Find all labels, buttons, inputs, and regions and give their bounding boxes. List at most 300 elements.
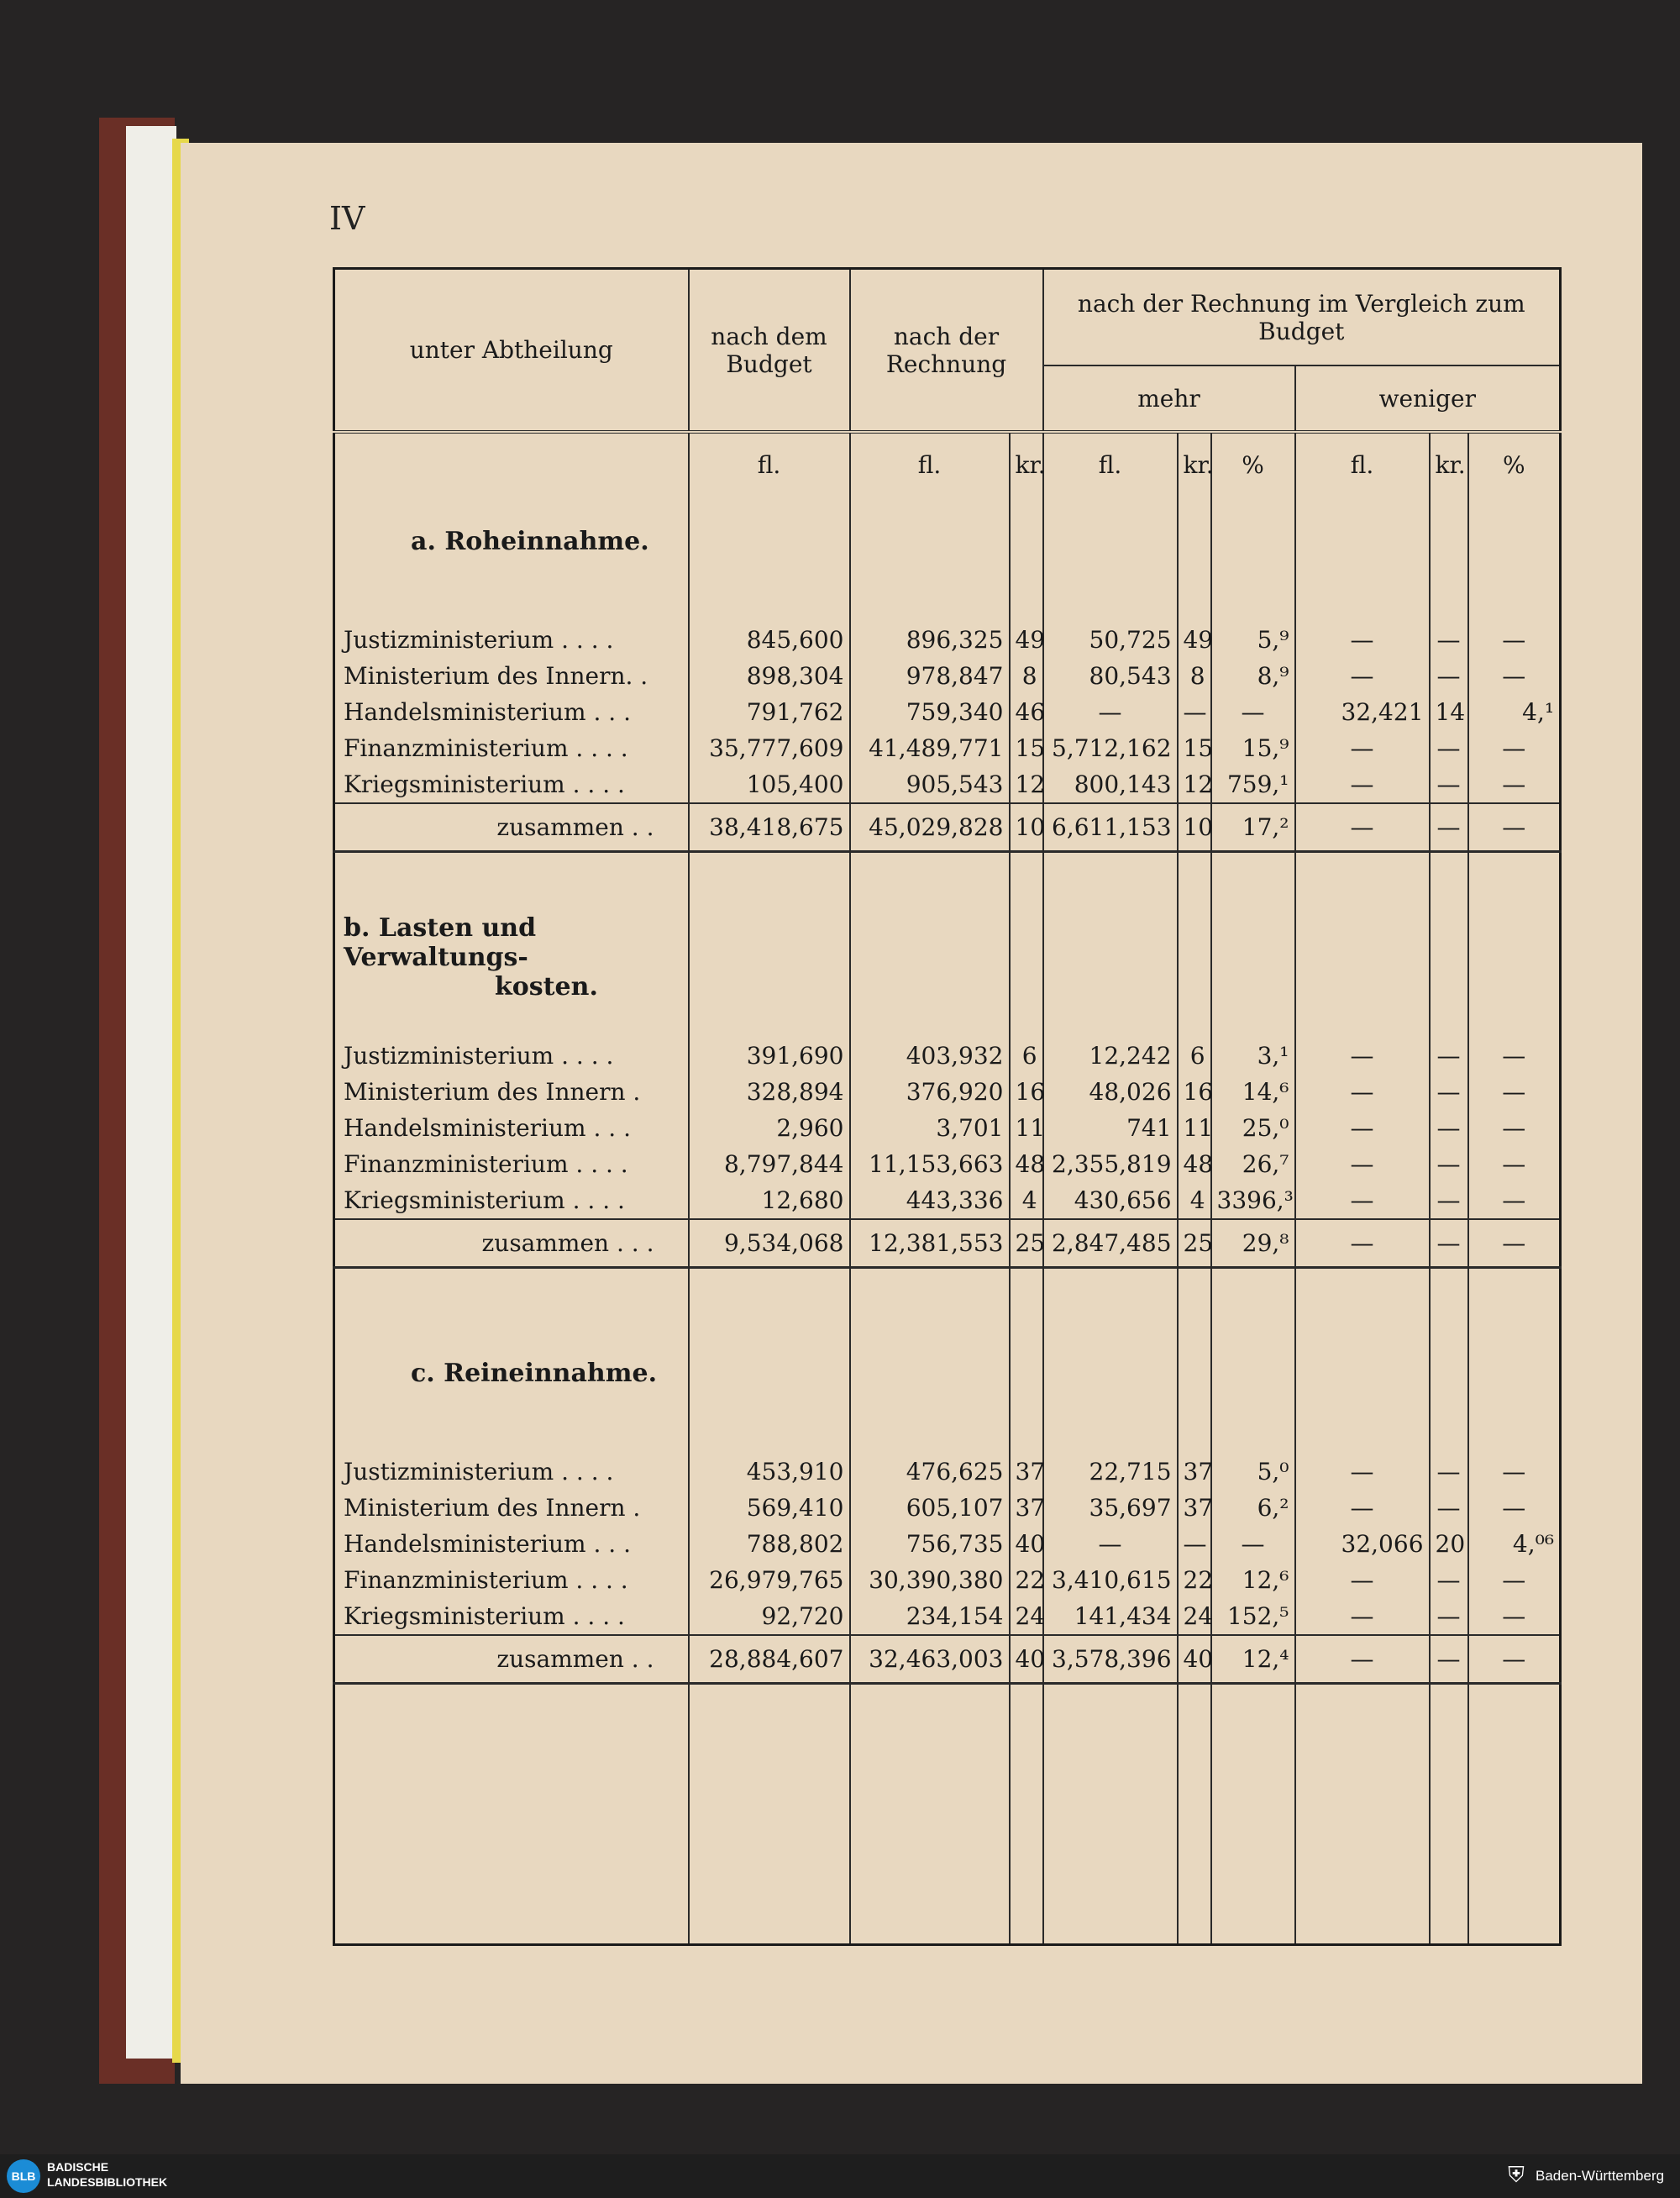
cell-rfl: 905,543 — [850, 766, 1010, 803]
empty-cell — [1211, 1328, 1295, 1420]
empty-cell — [1430, 1683, 1468, 1944]
cell-wfl: — — [1295, 1490, 1430, 1526]
section-gap — [334, 1267, 1561, 1328]
cell-mpc: 6,² — [1211, 1490, 1295, 1526]
cell-budget: 8,797,844 — [689, 1146, 850, 1182]
cell-wpc: 4,¹ — [1468, 694, 1561, 730]
gap-cell — [1295, 851, 1430, 912]
cell-mpc: 26,⁷ — [1211, 1146, 1295, 1182]
gap-cell — [850, 851, 1010, 912]
empty-cell — [1295, 1004, 1430, 1038]
table-row — [334, 1182, 1561, 1219]
empty-cell — [334, 1004, 689, 1038]
cell-mpc: 5,⁹ — [1211, 622, 1295, 658]
footer-bar — [0, 2154, 1680, 2198]
empty-cell — [1178, 912, 1211, 1004]
total-rkr: 40 — [1010, 1635, 1043, 1684]
row-label: Ministerium des Innern . — [334, 1074, 689, 1110]
empty-cell — [1468, 1328, 1561, 1420]
blb-name — [47, 2159, 167, 2190]
cell-rkr: 22 — [1010, 1562, 1043, 1598]
gap-cell — [1430, 851, 1468, 912]
total-mkr: 25 — [1178, 1219, 1211, 1268]
cell-budget: 12,680 — [689, 1182, 850, 1219]
total-wfl: — — [1295, 803, 1430, 852]
spacer-row — [334, 1004, 1561, 1038]
cell-wkr: — — [1430, 1598, 1468, 1635]
cell-mkr: 24 — [1178, 1598, 1211, 1635]
total-row — [334, 1219, 1561, 1268]
total-rfl: 45,029,828 — [850, 803, 1010, 852]
section-heading-row — [334, 496, 1561, 588]
cell-wkr: — — [1430, 730, 1468, 766]
cell-mpc: 152,⁵ — [1211, 1598, 1295, 1635]
cell-wkr: — — [1430, 658, 1468, 694]
cell-mkr: 8 — [1178, 658, 1211, 694]
empty-cell — [334, 588, 689, 622]
filler-row — [334, 1683, 1561, 1944]
cell-rfl: 759,340 — [850, 694, 1010, 730]
cell-mfl: — — [1043, 694, 1178, 730]
cell-mfl: 35,697 — [1043, 1490, 1178, 1526]
cell-rfl: 30,390,380 — [850, 1562, 1010, 1598]
unit-cell: kr. — [1178, 432, 1211, 496]
cell-rkr: 24 — [1010, 1598, 1043, 1635]
cell-mfl: 430,656 — [1043, 1182, 1178, 1219]
cell-mpc: 3,¹ — [1211, 1038, 1295, 1074]
empty-cell — [1211, 1420, 1295, 1454]
cell-budget: 2,960 — [689, 1110, 850, 1146]
blb-logo-icon: BLB — [7, 2159, 40, 2193]
cell-mkr: 12 — [1178, 766, 1211, 803]
empty-cell — [1211, 912, 1295, 1004]
gap-cell — [1043, 1267, 1178, 1328]
empty-cell — [1430, 912, 1468, 1004]
cell-mfl: 12,242 — [1043, 1038, 1178, 1074]
gap-cell — [1211, 1267, 1295, 1328]
empty-cell — [1043, 496, 1178, 588]
cell-mfl: 3,410,615 — [1043, 1562, 1178, 1598]
row-label: Kriegsministerium . . . . — [334, 766, 689, 803]
section-heading-row — [334, 1328, 1561, 1420]
page-number: IV — [329, 200, 365, 237]
table-row — [334, 1526, 1561, 1562]
total-rkr: 25 — [1010, 1219, 1043, 1268]
unit-cell: kr. — [1010, 432, 1043, 496]
empty-cell — [1430, 1328, 1468, 1420]
cell-mfl: 50,725 — [1043, 622, 1178, 658]
units-row — [334, 432, 1561, 496]
empty-cell — [850, 1683, 1010, 1944]
empty-cell — [689, 1420, 850, 1454]
total-budget: 28,884,607 — [689, 1635, 850, 1684]
total-wfl: — — [1295, 1635, 1430, 1684]
section-gap — [334, 851, 1561, 912]
cell-mfl: 22,715 — [1043, 1454, 1178, 1490]
total-mfl: 2,847,485 — [1043, 1219, 1178, 1268]
table-row — [334, 1110, 1561, 1146]
cell-mkr: 22 — [1178, 1562, 1211, 1598]
empty-cell — [850, 912, 1010, 1004]
cell-rkr: 16 — [1010, 1074, 1043, 1110]
cell-mkr: 4 — [1178, 1182, 1211, 1219]
cell-wfl: — — [1295, 1454, 1430, 1490]
cell-mpc: 3396,³ — [1211, 1182, 1295, 1219]
col-abtheilung: unter Abtheilung — [334, 269, 689, 433]
cell-wfl: — — [1295, 658, 1430, 694]
cell-rfl: 41,489,771 — [850, 730, 1010, 766]
unit-cell: kr. — [1430, 432, 1468, 496]
empty-cell — [1295, 1683, 1430, 1944]
empty-cell — [1468, 588, 1561, 622]
empty-cell — [1178, 1683, 1211, 1944]
gap-cell — [334, 1267, 689, 1328]
empty-cell — [1430, 496, 1468, 588]
cell-mpc: 759,¹ — [1211, 766, 1295, 803]
empty-cell — [334, 1683, 689, 1944]
cell-mkr: 37 — [1178, 1490, 1211, 1526]
empty-cell — [1178, 1328, 1211, 1420]
total-rfl: 32,463,003 — [850, 1635, 1010, 1684]
row-label: Finanzministerium . . . . — [334, 1562, 689, 1598]
cell-budget: 26,979,765 — [689, 1562, 850, 1598]
cell-wkr: — — [1430, 1074, 1468, 1110]
total-budget: 9,534,068 — [689, 1219, 850, 1268]
cell-wfl: — — [1295, 1598, 1430, 1635]
cell-mpc: 12,⁶ — [1211, 1562, 1295, 1598]
endpaper — [126, 126, 176, 2059]
cell-budget: 898,304 — [689, 658, 850, 694]
cell-wpc: — — [1468, 1038, 1561, 1074]
cell-mkr: 48 — [1178, 1146, 1211, 1182]
cell-rfl: 605,107 — [850, 1490, 1010, 1526]
empty-cell — [334, 1420, 689, 1454]
section-heading-text-2: kosten. — [495, 972, 598, 1002]
table-row — [334, 622, 1561, 658]
cell-wfl: — — [1295, 622, 1430, 658]
gap-cell — [1430, 1267, 1468, 1328]
cell-wpc: — — [1468, 1454, 1561, 1490]
section-heading-text: b. Lasten und Verwaltungs- — [344, 913, 537, 973]
total-budget: 38,418,675 — [689, 803, 850, 852]
cell-wkr: — — [1430, 1562, 1468, 1598]
gap-cell — [334, 851, 689, 912]
cell-wkr: — — [1430, 1454, 1468, 1490]
empty-cell — [1211, 1683, 1295, 1944]
empty-cell — [1010, 912, 1043, 1004]
table-row — [334, 658, 1561, 694]
section-heading — [334, 496, 689, 588]
empty-cell — [1178, 1004, 1211, 1038]
bw-coat-of-arms-icon: ⛨ — [1508, 2163, 1525, 2188]
row-label: Finanzministerium . . . . — [334, 1146, 689, 1182]
section-heading-row — [334, 912, 1561, 1004]
cell-mpc: 5,⁰ — [1211, 1454, 1295, 1490]
cell-mfl: 48,026 — [1043, 1074, 1178, 1110]
cell-mfl: 141,434 — [1043, 1598, 1178, 1635]
gap-cell — [1010, 851, 1043, 912]
empty-cell — [1178, 1420, 1211, 1454]
empty-cell — [1043, 1328, 1178, 1420]
cell-mpc: 14,⁶ — [1211, 1074, 1295, 1110]
empty-cell — [689, 588, 850, 622]
blb-name-line1: BADISCHE — [47, 2160, 109, 2174]
row-label: Handelsministerium . . . — [334, 1526, 689, 1562]
cell-budget: 788,802 — [689, 1526, 850, 1562]
section-heading-text: c. Reineinnahme. — [411, 1359, 658, 1389]
col-budget: nach dem Budget — [689, 269, 850, 433]
col-vergleich: nach der Rechnung im Vergleich zum Budget — [1043, 269, 1561, 366]
total-label: zusammen . . . — [334, 1219, 689, 1268]
blb-name-line2: LANDESBIBLIOTHEK — [47, 2175, 168, 2189]
table-row — [334, 1598, 1561, 1635]
empty-cell — [1468, 1420, 1561, 1454]
col-rechnung: nach der Rechnung — [850, 269, 1043, 433]
total-rkr: 10 — [1010, 803, 1043, 852]
total-wpc: — — [1468, 803, 1561, 852]
cell-wkr: — — [1430, 1110, 1468, 1146]
gap-cell — [1468, 1267, 1561, 1328]
cell-wkr: — — [1430, 622, 1468, 658]
cell-rkr: 12 — [1010, 766, 1043, 803]
empty-cell — [1178, 496, 1211, 588]
cell-budget: 391,690 — [689, 1038, 850, 1074]
cell-wpc: — — [1468, 622, 1561, 658]
cell-budget: 105,400 — [689, 766, 850, 803]
empty-cell — [689, 1004, 850, 1038]
unit-cell: % — [1211, 432, 1295, 496]
gap-cell — [1178, 851, 1211, 912]
gap-cell — [850, 1267, 1010, 1328]
cell-wkr: — — [1430, 766, 1468, 803]
cell-wpc: — — [1468, 1562, 1561, 1598]
row-label: Kriegsministerium . . . . — [334, 1182, 689, 1219]
col-mehr: mehr — [1043, 365, 1295, 432]
total-wpc: — — [1468, 1635, 1561, 1684]
empty-cell — [1295, 912, 1430, 1004]
cell-rfl: 376,920 — [850, 1074, 1010, 1110]
empty-cell — [850, 1328, 1010, 1420]
cell-rkr: 49 — [1010, 622, 1043, 658]
table-row — [334, 730, 1561, 766]
total-mpc: 12,⁴ — [1211, 1635, 1295, 1684]
cell-mpc: 15,⁹ — [1211, 730, 1295, 766]
empty-cell — [1010, 1004, 1043, 1038]
row-label: Handelsministerium . . . — [334, 694, 689, 730]
cell-rkr: 37 — [1010, 1454, 1043, 1490]
cell-wkr: 14 — [1430, 694, 1468, 730]
cell-wkr: — — [1430, 1146, 1468, 1182]
cell-mfl: 80,543 — [1043, 658, 1178, 694]
empty-cell — [1043, 1004, 1178, 1038]
cell-wfl: — — [1295, 1562, 1430, 1598]
cell-rfl: 3,701 — [850, 1110, 1010, 1146]
empty-cell — [1010, 1683, 1043, 1944]
cell-wpc: — — [1468, 1110, 1561, 1146]
gap-cell — [1043, 851, 1178, 912]
empty-cell — [1178, 588, 1211, 622]
empty-cell — [1295, 588, 1430, 622]
cell-mkr: 49 — [1178, 622, 1211, 658]
cell-mpc: — — [1211, 1526, 1295, 1562]
row-label: Ministerium des Innern . — [334, 1490, 689, 1526]
cell-wfl: — — [1295, 1146, 1430, 1182]
empty-cell — [1043, 1683, 1178, 1944]
cell-rfl: 403,932 — [850, 1038, 1010, 1074]
bw-name: Baden-Württemberg — [1536, 2168, 1665, 2184]
unit-cell: fl. — [689, 432, 850, 496]
empty-cell — [689, 496, 850, 588]
cell-mkr: — — [1178, 1526, 1211, 1562]
cell-rfl: 978,847 — [850, 658, 1010, 694]
total-wpc: — — [1468, 1219, 1561, 1268]
cell-wkr: — — [1430, 1182, 1468, 1219]
empty-cell — [1043, 588, 1178, 622]
cell-rfl: 11,153,663 — [850, 1146, 1010, 1182]
empty-cell — [1468, 496, 1561, 588]
empty-cell — [1043, 1420, 1178, 1454]
cell-rkr: 37 — [1010, 1490, 1043, 1526]
empty-cell — [1211, 588, 1295, 622]
col-weniger: weniger — [1295, 365, 1561, 432]
empty-cell — [1295, 1328, 1430, 1420]
total-row — [334, 1635, 1561, 1684]
cell-rkr: 4 — [1010, 1182, 1043, 1219]
cell-rkr: 48 — [1010, 1146, 1043, 1182]
empty-cell — [850, 588, 1010, 622]
cell-wpc: — — [1468, 1182, 1561, 1219]
row-label: Ministerium des Innern. . — [334, 658, 689, 694]
cell-wpc: — — [1468, 766, 1561, 803]
cell-wfl: — — [1295, 730, 1430, 766]
total-label: zusammen . . — [334, 1635, 689, 1684]
cell-wpc: — — [1468, 1490, 1561, 1526]
cell-wpc: — — [1468, 1598, 1561, 1635]
section-heading-text: a. Roheinnahme. — [411, 527, 649, 557]
unit-cell: fl. — [1295, 432, 1430, 496]
gap-cell — [1295, 1267, 1430, 1328]
table-row — [334, 1490, 1561, 1526]
table-row — [334, 766, 1561, 803]
cell-wfl: — — [1295, 1110, 1430, 1146]
section-heading — [334, 912, 689, 1004]
cell-mfl: 5,712,162 — [1043, 730, 1178, 766]
total-wfl: — — [1295, 1219, 1430, 1268]
total-mpc: 17,² — [1211, 803, 1295, 852]
cell-mkr: — — [1178, 694, 1211, 730]
cell-rkr: 46 — [1010, 694, 1043, 730]
cell-wpc: — — [1468, 1074, 1561, 1110]
cell-budget: 569,410 — [689, 1490, 850, 1526]
cell-mkr: 37 — [1178, 1454, 1211, 1490]
total-mfl: 3,578,396 — [1043, 1635, 1178, 1684]
empty-cell — [1468, 1004, 1561, 1038]
gap-cell — [1178, 1267, 1211, 1328]
section-heading — [334, 1328, 689, 1420]
total-mkr: 10 — [1178, 803, 1211, 852]
empty-cell — [1211, 496, 1295, 588]
empty-cell — [1468, 1683, 1561, 1944]
cell-wfl: — — [1295, 1182, 1430, 1219]
cell-rfl: 234,154 — [850, 1598, 1010, 1635]
total-mfl: 6,611,153 — [1043, 803, 1178, 852]
budget-table — [333, 267, 1562, 1946]
gap-cell — [689, 1267, 850, 1328]
cell-wfl: 32,066 — [1295, 1526, 1430, 1562]
cell-budget: 35,777,609 — [689, 730, 850, 766]
total-row — [334, 803, 1561, 852]
row-label: Kriegsministerium . . . . — [334, 1598, 689, 1635]
empty-cell — [1010, 588, 1043, 622]
gap-cell — [689, 851, 850, 912]
row-label: Justizministerium . . . . — [334, 622, 689, 658]
empty-cell — [1430, 1004, 1468, 1038]
cell-mfl: 800,143 — [1043, 766, 1178, 803]
table-row — [334, 1454, 1561, 1490]
cell-rkr: 15 — [1010, 730, 1043, 766]
empty-cell — [1010, 1328, 1043, 1420]
row-label: Justizministerium . . . . — [334, 1454, 689, 1490]
cell-wfl: — — [1295, 766, 1430, 803]
cell-mkr: 15 — [1178, 730, 1211, 766]
empty-cell — [689, 1683, 850, 1944]
cell-mfl: — — [1043, 1526, 1178, 1562]
cell-rfl: 443,336 — [850, 1182, 1010, 1219]
spacer-row — [334, 1420, 1561, 1454]
cell-rfl: 896,325 — [850, 622, 1010, 658]
cell-wkr: — — [1430, 1038, 1468, 1074]
total-wkr: — — [1430, 803, 1468, 852]
gap-cell — [1211, 851, 1295, 912]
empty-cell — [689, 1328, 850, 1420]
table-row — [334, 694, 1561, 730]
unit-cell: % — [1468, 432, 1561, 496]
cell-rkr: 6 — [1010, 1038, 1043, 1074]
cell-budget: 92,720 — [689, 1598, 850, 1635]
empty-cell — [1043, 912, 1178, 1004]
spacer-row — [334, 588, 1561, 622]
empty-cell — [1430, 1420, 1468, 1454]
cell-wkr: 20 — [1430, 1526, 1468, 1562]
empty-cell — [1010, 496, 1043, 588]
cell-wkr: — — [1430, 1490, 1468, 1526]
cell-rfl: 756,735 — [850, 1526, 1010, 1562]
cell-budget: 845,600 — [689, 622, 850, 658]
total-label: zusammen . . — [334, 803, 689, 852]
table-row — [334, 1146, 1561, 1182]
empty-cell — [1430, 588, 1468, 622]
cell-budget: 453,910 — [689, 1454, 850, 1490]
total-mkr: 40 — [1178, 1635, 1211, 1684]
cell-mkr: 11 — [1178, 1110, 1211, 1146]
cell-wpc: — — [1468, 1146, 1561, 1182]
gap-cell — [1468, 851, 1561, 912]
cell-mkr: 6 — [1178, 1038, 1211, 1074]
cell-wfl: — — [1295, 1074, 1430, 1110]
cell-rkr: 40 — [1010, 1526, 1043, 1562]
cell-wpc: — — [1468, 658, 1561, 694]
cell-budget: 791,762 — [689, 694, 850, 730]
table-body — [334, 496, 1561, 1945]
cell-wfl: — — [1295, 1038, 1430, 1074]
empty-cell — [689, 912, 850, 1004]
cell-mfl: 2,355,819 — [1043, 1146, 1178, 1182]
unit-cell: fl. — [1043, 432, 1178, 496]
cell-mpc: 8,⁹ — [1211, 658, 1295, 694]
cell-mfl: 741 — [1043, 1110, 1178, 1146]
total-rfl: 12,381,553 — [850, 1219, 1010, 1268]
cell-rfl: 476,625 — [850, 1454, 1010, 1490]
